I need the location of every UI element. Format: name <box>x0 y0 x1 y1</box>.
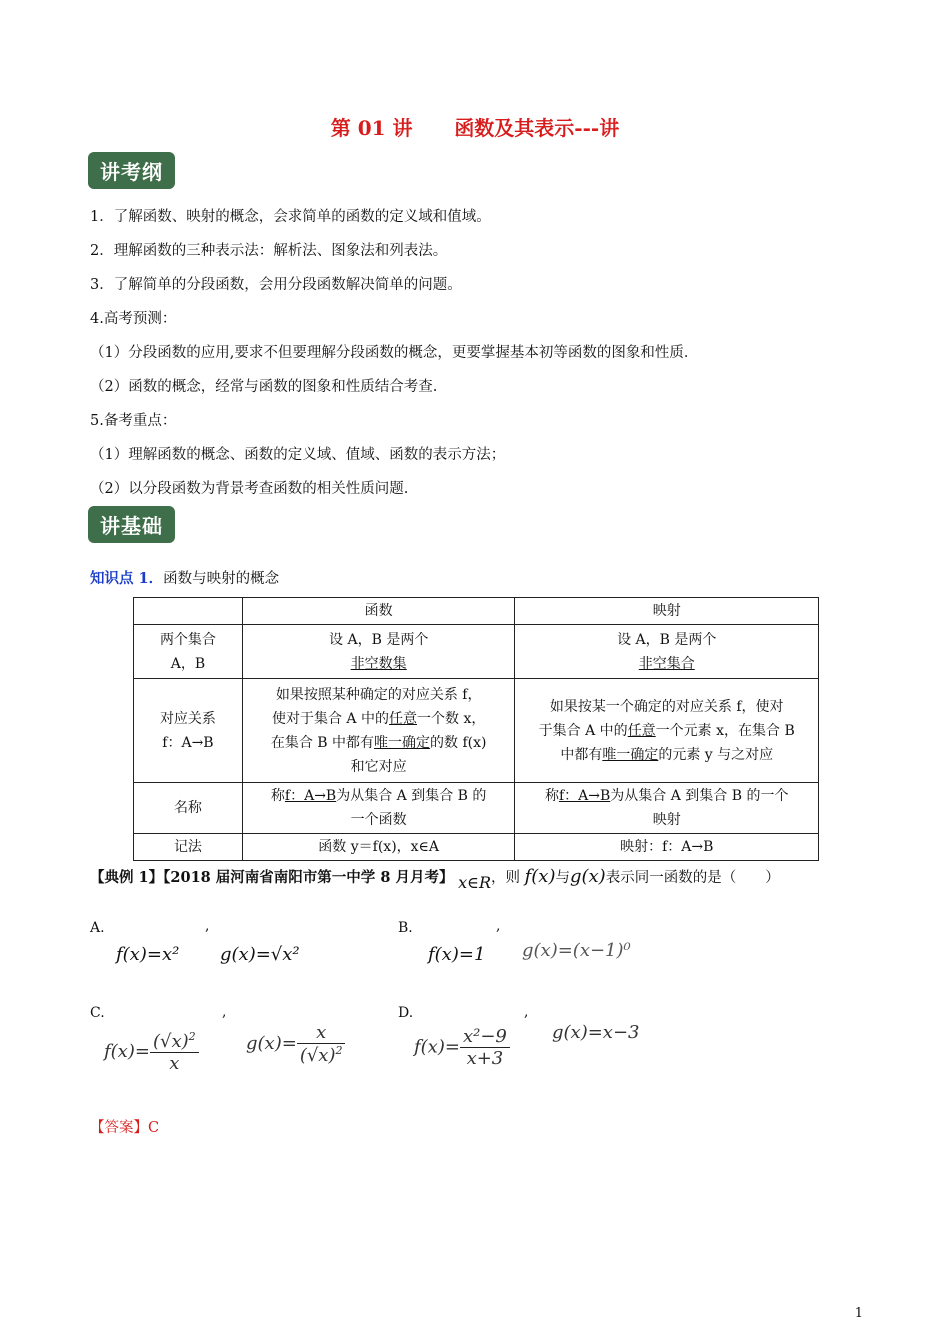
cell-func-sets: 设 A，B 是两个 非空数集 <box>242 625 515 679</box>
option-b-label: B. <box>398 920 413 936</box>
option-d-f: f(x)= $\frac{\text{x²−9}}{x+3}$ <box>414 1026 510 1069</box>
answer: 【答案】C <box>90 1120 160 1136</box>
cell-func-notation: 函数 y＝f(x)，x∈A <box>242 834 515 861</box>
option-d-label: D. <box>398 1005 414 1021</box>
example-condition: x∈R <box>458 873 492 892</box>
option-c-label: C. <box>90 1005 105 1021</box>
section-badge-basics: 讲基础 <box>88 506 175 543</box>
table-head-mapping: 映射 <box>515 598 819 625</box>
table-row <box>134 679 819 783</box>
option-a-f: f(x)=x² <box>116 944 180 965</box>
cell-func-name: 称f：A→B为从集合 A 到集合 B 的 一个函数 <box>242 783 515 834</box>
table-row <box>134 783 819 834</box>
row-label-notation: 记法 <box>134 834 243 861</box>
option-b-f: f(x)=1 <box>428 944 486 965</box>
outline-line-5: （1）分段函数的应用,要求不但要理解分段函数的概念，更要掌握基本初等函数的图象和性质． <box>90 345 699 361</box>
option-b-g: g(x)=(x−1)⁰ <box>522 940 631 961</box>
page-number: 1 <box>854 1306 863 1321</box>
example-question: 【典例 1】【2018 届河南省南阳市第一中学 8 月月考】 x∈R，则 f(x)与g(x)表示同一函数的是（ ） <box>90 866 780 892</box>
cell-map-notation: 映射：f：A→B <box>515 834 819 861</box>
outline-line-6: （2）函数的概念，经常与函数的图象和性质结合考查. <box>90 379 438 395</box>
knowledge-label: 知识点 1． <box>90 570 164 587</box>
option-a-label: A. <box>90 920 105 936</box>
table-row <box>134 625 819 679</box>
cell-func-relation: 如果按照某种确定的对应关系 f， 使对于集合 A 中的任意一个数 x， 在集合 B 中都有唯一确定的数 f(x) 和它对应 <box>242 679 515 783</box>
table-row <box>134 834 819 861</box>
outline-line-9: （2）以分段函数为背景考查函数的相关性质问题. <box>90 481 409 497</box>
table-head-function: 函数 <box>242 598 515 625</box>
lesson-number: 第 01 讲 <box>330 116 413 140</box>
cell-map-sets: 设 A，B 是两个 非空集合 <box>515 625 819 679</box>
lesson-topic: 函数及其表示---讲 <box>454 116 620 140</box>
table-head-empty <box>134 598 243 625</box>
row-label-relation: 对应关系 f：A→B <box>134 679 243 783</box>
section-badge-outline: 讲考纲 <box>88 152 175 189</box>
option-c-f: f(x)= $\frac{(√x)^2}{x}$ <box>104 1030 199 1074</box>
concept-table <box>133 597 819 861</box>
row-label-sets: 两个集合 A，B <box>134 625 243 679</box>
outline-line-8: （1）理解函数的概念、函数的定义域、值域、函数的表示方法； <box>90 447 506 463</box>
option-c-g: g(x)= $\frac{x}{(√x)^2}$ <box>246 1022 345 1066</box>
table-row <box>134 598 819 625</box>
knowledge-point <box>90 567 279 588</box>
row-label-name: 名称 <box>134 783 243 834</box>
example-tag: 【典例 1】【2018 届河南省南阳市第一中学 8 月月考】 <box>90 869 454 886</box>
option-d-g: g(x)=x−3 <box>552 1022 640 1043</box>
option-a-g: g(x)=√x² <box>220 944 300 965</box>
outline-line-7: 5.备考重点： <box>90 413 177 429</box>
outline-line-1: 1．了解函数、映射的概念，会求简单的函数的定义域和值域。 <box>90 209 491 225</box>
cell-map-name: 称f：A→B为从集合 A 到集合 B 的一个 映射 <box>515 783 819 834</box>
outline-line-4: 4.高考预测： <box>90 311 177 327</box>
outline-line-2: 2．理解函数的三种表示法：解析法、图象法和列表法。 <box>90 243 448 259</box>
outline-line-3: 3．了解简单的分段函数，会用分段函数解决简单的问题。 <box>90 277 462 293</box>
page-title <box>0 112 950 141</box>
knowledge-text: 函数与映射的概念 <box>163 571 280 587</box>
cell-map-relation: 如果按某一个确定的对应关系 f，使对 于集合 A 中的任意一个元素 x，在集合 B 中都有唯一确定的元素 y 与之对应 <box>515 679 819 783</box>
